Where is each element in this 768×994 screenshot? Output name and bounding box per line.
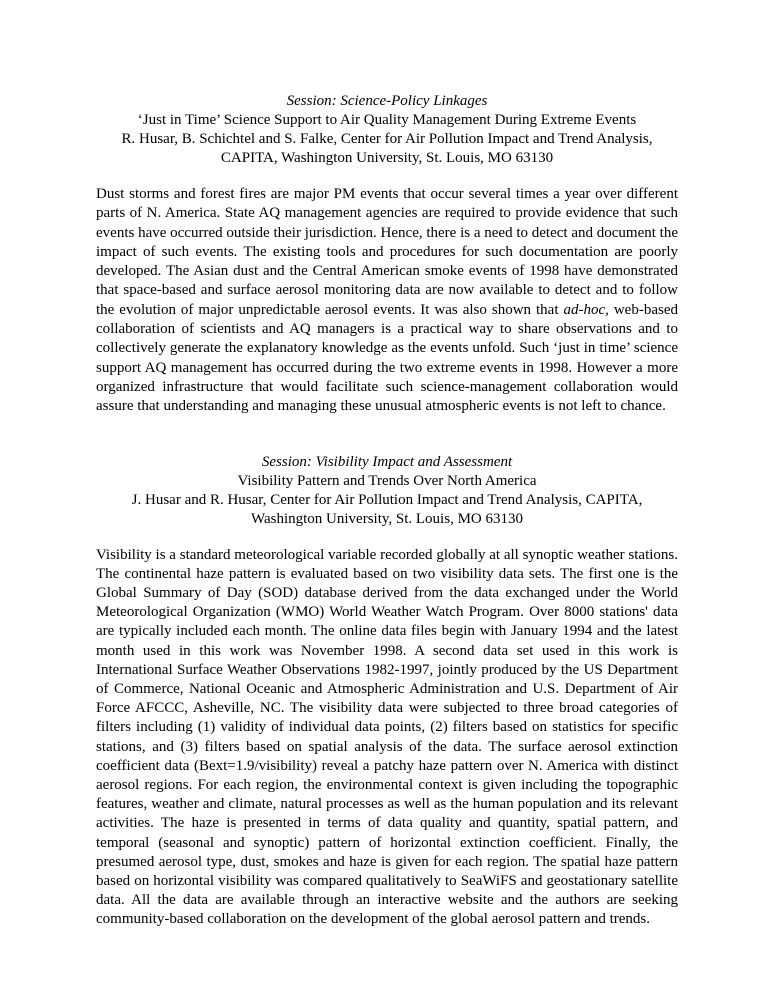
- affiliation-line: CAPITA, Washington University, St. Louis, MO 63130: [220, 150, 554, 166]
- abstract-title: Visibility Pattern and Trends Over North America: [237, 472, 537, 489]
- session-header: [96, 453, 678, 529]
- abstract-text: web-based collaboration of scientists and AQ managers is a practical way to share observations and to collectively generate the explanatory knowledge as the events unfold. Such ‘just in time’ science support AQ management has occurred during the two extreme events in 1998. However a more organized infrastructure that would facilitate such science-management collaboration would assure that understanding and managing these unusual atmospheric events is not left to chance.: [96, 301, 678, 415]
- abstract-text: Dust storms and forest fires are major PM events that occur several times a year over different parts of N. America. State AQ management agencies are required to provide evidence that such events have occurred outside their jurisdiction. Hence, there is a need to detect and document the impact of such events. The existing tools and procedures for such documentation are poorly developed. The Asian dust and the Central American smoke events of 1998 have demonstrated that space-based and surface aerosol monitoring data are now available to detect and to follow the evolution of major unpredictable aerosol events. It was also shown that: [96, 186, 678, 318]
- session-label: Session: Visibility Impact and Assessment: [261, 453, 513, 470]
- abstract-section-visibility: [96, 453, 678, 930]
- session-label: Session: Science-Policy Linkages: [286, 93, 488, 109]
- session-header: [96, 92, 678, 168]
- abstract-body: [96, 185, 678, 417]
- abstract-section-science-policy: [96, 92, 678, 417]
- abstract-title: ‘Just in Time’ Science Support to Air Quality Management During Extreme Events: [137, 112, 637, 128]
- abstract-body: Visibility is a standard meteorological variable recorded globally at all synoptic weather stations. The continental haze pattern is evaluated based on two visibility data sets. The first one is the Global Summary of Day (SOD) database derived from the data exchanged under the World Meteorological Organization (WMO) World Weather Watch Program. Over 8000 stations' data are typically included each month. The online data files begin with January 1994 and the latest month used in this work was November 1998. A second data set used in this work is International Surface Weather Observations 1982-1997, jointly produced by the US Department of Commerce, National Oceanic and Atmospheric Administration and U.S. Department of Air Force AFCCC, Asheville, NC. The visibility data were subjected to three broad categories of filters including (1) validity of individual data points, (2) filters based on statistics for specific stations, and (3) filters based on spatial analysis of the data. The surface aerosol extinction coefficient data (Bext=1.9/visibility) reveal a patchy haze pattern over N. America with distinct aerosol regions. For each region, the environmental context is given including the topographic features, weather and climate, natural processes as well as the human population and its relevant activities. The haze is presented in terms of data quality and quantity, spatial pattern, and temporal (seasonal and synoptic) pattern of horizontal extinction coefficient. Finally, the presumed aerosol type, dust, smokes and haze is given for each region. The spatial haze pattern based on horizontal visibility was compared qualitatively to SeaWiFS and geostationary satellite data. All the data are available through an interactive website and the authors are seeking community-based collaboration on the development of the global aerosol pattern and trends.: [96, 546, 678, 928]
- authors-line: R. Husar, B. Schichtel and S. Falke, Center for Air Pollution Impact and Trend Analysis,: [121, 131, 653, 147]
- affiliation-line: Washington University, St. Louis, MO 63130: [251, 510, 523, 527]
- abstract-italic-text: ad-hoc,: [563, 301, 609, 318]
- document-page: [96, 92, 678, 930]
- authors-line: J. Husar and R. Husar, Center for Air Pollution Impact and Trend Analysis, CAPITA,: [131, 491, 643, 508]
